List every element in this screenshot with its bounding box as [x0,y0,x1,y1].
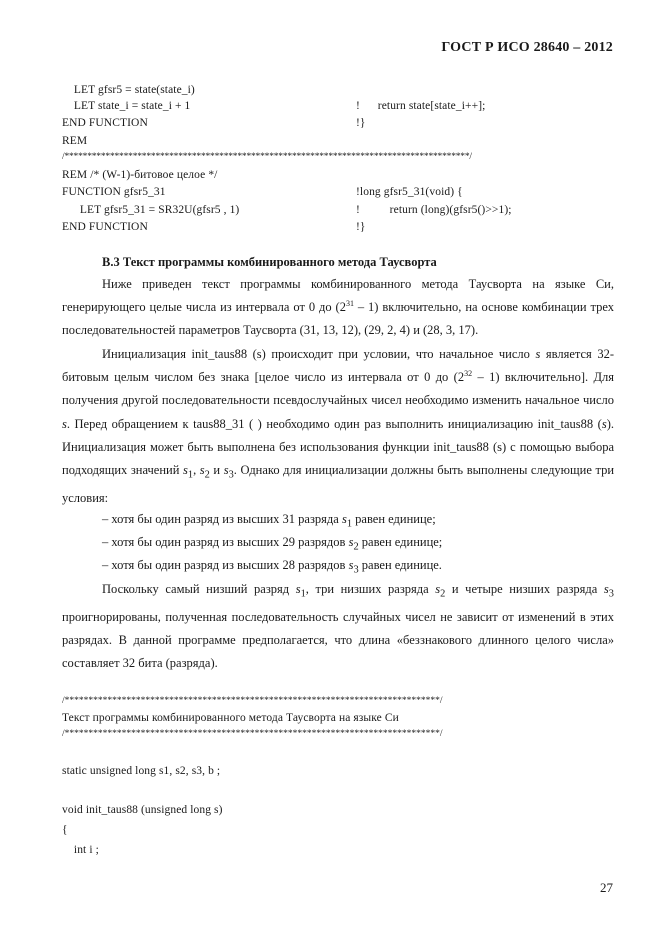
code-line: LET state_i = state_i + 1 [62,100,191,112]
paragraph-intro: Ниже приведен текст программы комбинированного метода Таусворта на языке Си, генерирующего целые числа из интервала от 0 до $(2^{31} - 1)$ включительно, на основе комбинации трех последовательностей параметров Таусворта (31, 13, 12), (29, 2, 4) и (28, 3, 17). [62,277,614,338]
page-number: 27 [600,880,613,895]
code-line: void init_taus88 (unsigned long s) [62,804,223,816]
code-line-comment: ! return state[state_i++]; [356,100,486,112]
code-line: LET gfsr5 = state(state_i) [62,84,195,96]
document-header: ГОСТ Р ИСО 28640 – 2012 [441,40,613,55]
code-line-comment: !} [356,117,366,129]
code-line: static unsigned long s1, s2, s3, b ; [62,765,221,777]
code-line: END FUNCTION [62,117,148,129]
code-separator: /*******************************************************************************/ [62,696,443,706]
list-item: – хотя бы один разряд из высших 28 разрядов $s_3$ равен единице. [102,558,442,576]
code-line: REM [62,135,88,147]
code-line-comment: !} [356,221,366,233]
code-line: LET gfsr5_31 = SR32U(gfsr5 , 1) [62,204,240,216]
code-line: { [62,824,68,836]
code-separator: /*****************************************************************************************/ [62,152,472,162]
code-separator: /*******************************************************************************/ [62,729,443,739]
paragraph-initialization: Инициализация init_taus88 (s) происходит при условии, что начальное число s является 32-битовым целым числом без знака [целое число из интервала от 0 до $(2^{32} - 1)$ включительно]. Для получения другой последовательности псевдослучайных чисел необходимо изменить начальное число s. Перед обращением к taus88_31 ( ) необходимо один раз выполнить инициализацию init_taus88 (s). Инициализация может быть выполнена без использования функции init_taus88 (s) с помощью выбора подходящих значений $s_1$, $s_2$ и $s_3$. Однако для инициализации должны быть выполнены следующие три условия: [62,347,615,505]
code-line-comment: ! return (long)(gfsr5()>>1); [356,204,512,216]
code-line: int i ; [62,844,99,856]
code-line: Текст программы комбинированного метода Таусворта на языке Си [62,712,399,724]
paragraph-bits-ignored: Поскольку самый низший разряд $s_1$, три низших разряда $s_2$ и четыре низших разряда $s_3$ проигнорированы, полученная последовательность случайных чисел не зависит от изменений в этих разрядах. В данной программе предполагается, что длина «беззнакового длинного целого числа» составляет 32 бита (разряда). [62,582,614,671]
code-line: REM /* (W-1)-битовое целое */ [62,169,218,181]
list-item: – хотя бы один разряд из высших 31 разряда $s_1$ равен единице; [102,512,436,530]
code-line-comment: !long gfsr5_31(void) { [356,186,463,198]
section-title: В.3 Текст программы комбинированного метода Таусворта [102,255,437,269]
code-line: END FUNCTION [62,221,148,233]
list-item: – хотя бы один разряд из высших 29 разрядов $s_2$ равен единице; [102,535,443,553]
code-line: FUNCTION gfsr5_31 [62,186,166,198]
